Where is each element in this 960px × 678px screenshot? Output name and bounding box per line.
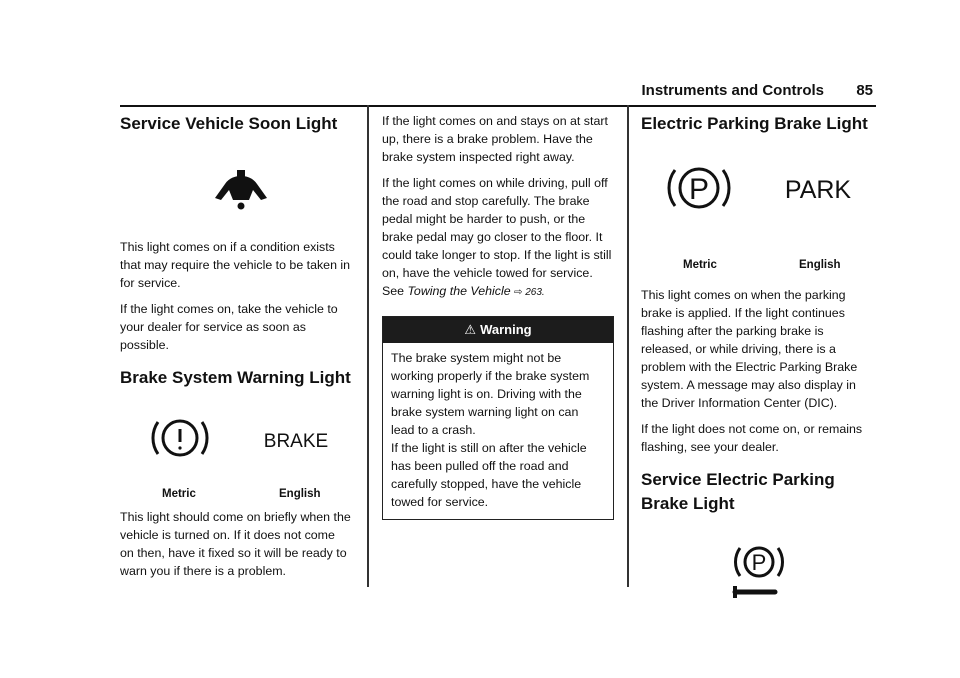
epb-heading: Electric Parking Brake Light: [641, 114, 868, 133]
brake-col2-p2-text: If the light comes on while driving, pull off the road and stop carefully. The brake pedal might be harder to push, or the brake pedal may go closer to the floor. It could take longer to stop. If the light is still on, have the vehicle towed for service. See: [382, 176, 612, 298]
brake-warning-p1: This light should come on briefly when the vehicle is turned on. If it does not come on then, have it fixed so it will be ready to warn you if there is a problem.: [120, 510, 351, 578]
warning-line2: If the light is still on after the vehicle has been pulled off the road and carefully stopped, have the vehicle towed for service.: [391, 441, 587, 509]
service-epb-heading: Service Electric Parking Brake Light: [641, 470, 835, 513]
warning-title: Warning: [480, 322, 532, 337]
towing-page-ref: ⇨ 263.: [514, 287, 545, 298]
epb-label-english: English: [799, 259, 841, 271]
service-vehicle-soon-icon: [120, 144, 352, 238]
brake-label-metric: Metric: [162, 488, 196, 500]
service-epb-icon-block: [641, 524, 873, 624]
brake-english-text: BRAKE: [263, 431, 329, 452]
column-1: [120, 112, 352, 588]
epb-p2: If the light does not come on, or remains flashing, see your dealer.: [641, 422, 863, 454]
brake-warning-heading: Brake System Warning Light: [120, 368, 351, 387]
epb-english-text: PARK: [784, 176, 852, 204]
page-number: 85: [856, 82, 873, 99]
warning-line1: The brake system might not be working properly if the brake system warning light is on. Driving with the brake system warning light on can lead to a crash.: [391, 351, 590, 437]
epb-icon-block: [641, 144, 873, 271]
warning-box: [382, 316, 614, 520]
column-divider-1: [367, 105, 369, 587]
brake-icons: [120, 398, 352, 478]
service-epb-icon: [641, 524, 873, 624]
brake-col2-p1: If the light comes on and stays on at start up, there is a brake problem. Have the brake system inspected right away.: [382, 114, 608, 164]
epb-metric-letter: P: [688, 173, 710, 206]
brake-metric-icon: [153, 421, 207, 455]
towing-link[interactable]: Towing the Vehicle: [407, 284, 511, 298]
brake-col2-p2: [382, 174, 614, 302]
epb-label-metric: Metric: [683, 259, 717, 271]
brake-warning-icon-block: [120, 398, 352, 508]
header-rule: [120, 105, 876, 107]
column-divider-2: [627, 105, 629, 587]
service-vehicle-p1: This light comes on if a condition exists that may require the vehicle to be taken in for service.: [120, 240, 351, 290]
epb-icons: [641, 144, 873, 234]
service-vehicle-p2: If the light comes on, take the vehicle to your dealer for service as soon as possible.: [120, 302, 338, 352]
service-vehicle-heading: Service Vehicle Soon Light: [120, 114, 338, 133]
warning-header: [383, 317, 613, 343]
warning-triangle-icon: ⚠: [464, 322, 477, 337]
column-2: [382, 112, 614, 520]
page-header: [120, 82, 876, 104]
brake-label-english: English: [279, 488, 321, 500]
epb-p1: This light comes on when the parking brake is applied. If the light continues flashing after the parking brake is released, or while driving, there is a problem with the Electric Parking Brake system. A message may also display in the Driver Information Center (DIC).: [641, 288, 858, 410]
column-3: [641, 112, 873, 624]
section-title: Instruments and Controls: [641, 82, 824, 99]
service-epb-letter: P: [751, 550, 767, 575]
service-vehicle-icon-block: [120, 144, 352, 238]
warning-body: [383, 343, 613, 519]
